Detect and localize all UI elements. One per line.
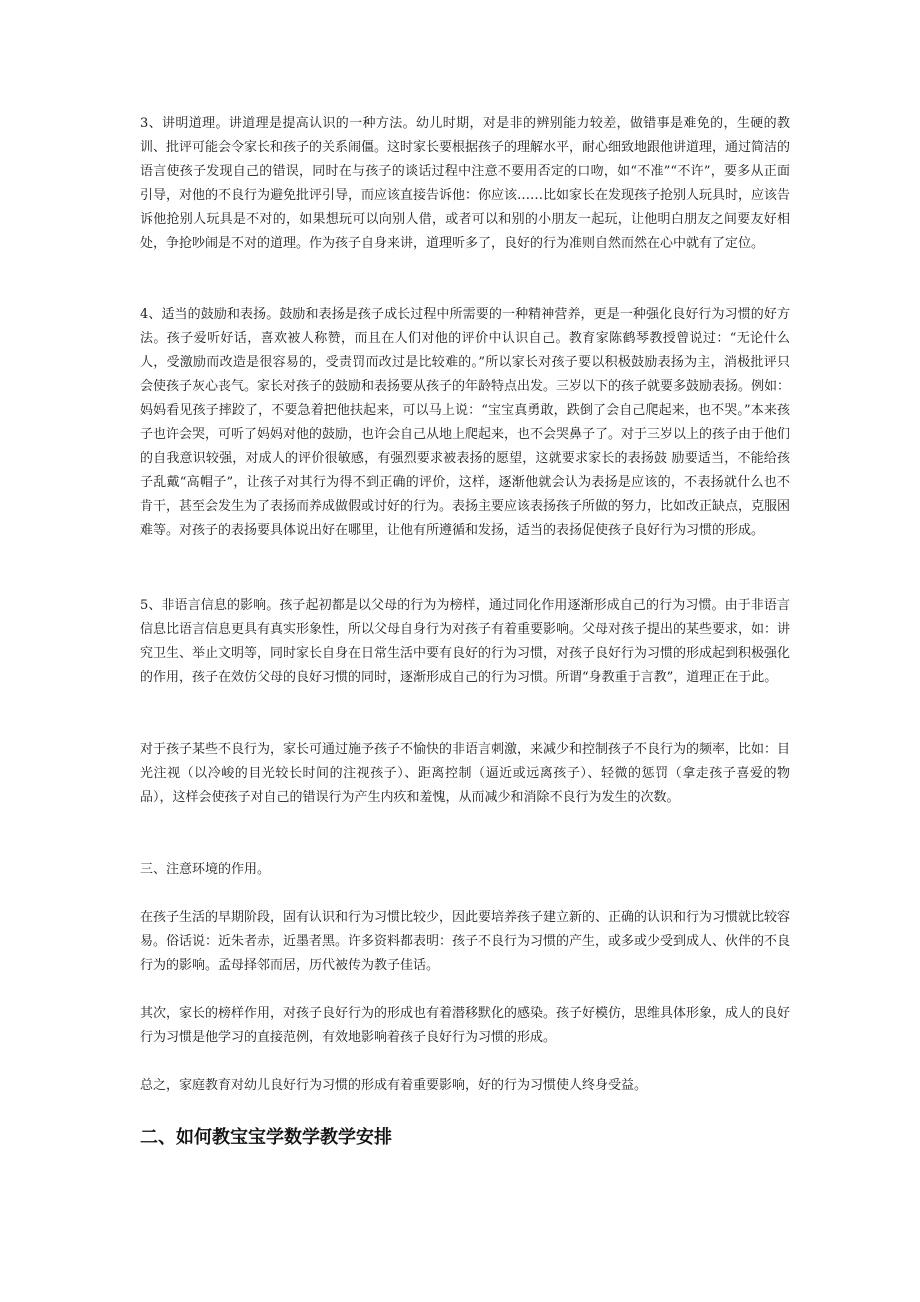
paragraph-bad-behavior: 对于孩子某些不良行为，家长可通过施予孩子不愉快的非语言刺激，来减少和控制孩子不良行为的频率，比如：目光注视（以冷峻的目光较长时间的注视孩子）、距离控制（逼近或远离孩子）、轻微的惩罚（拿走孩子喜爱的物品），这样会使孩子对自己的错误行为产生内疚和羞愧，从而减少和消除不良行为发生的次数。 — [140, 742, 791, 805]
paragraph-parent-role-model: 其次，家长的榜样作用，对孩子良好行为的形成也有着潜移默化的感染。孩子好模仿，思维具体形象，成人的良好行为习惯是他学习的直接范例，有效地影响着孩子良好行为习惯的形成。 — [140, 1006, 791, 1045]
section-heading: 二、如何教宝宝学数学教学安排 — [140, 1127, 392, 1148]
section-title-environment: 三、注意环境的作用。 — [140, 862, 271, 877]
paragraph-encouragement-praise: 4、适当的鼓励和表扬。鼓励和表扬是孩子成长过程中所需要的一种精神营养，更是一种强化良好行为习惯的好方法。孩子爱听好话，喜欢被人称赞，而且在人们对他的评价中认识自己。教育家陈鹤琴教授曾说过：“无论什么人，受激励而改造是很容易的，受责罚而改过是比较难的。”所以家长对孩子要以积极鼓励表扬为主，消极批评只会使孩子灰心丧气。家长对孩子的鼓励和表扬要从孩子的年龄特点出发。三岁以下的孩子就要多鼓励表扬。例如：妈妈看见孩子摔跤了，不要急着把他扶起来，可以马上说：“宝宝真勇敢，跌倒了会自己爬起来，也不哭。”本来孩子也许会哭，可听了妈妈对他的鼓励，也许会自己从地上爬起来，也不会哭鼻子了。对于三岁以上的孩子由于他们的自我意识较强，对成人的评价很敏感，有强烈要求被表扬的愿望，这就要求家长的表扬鼓 励要适当，不能给孩子乱戴“高帽子”，让孩子对其行为得不到正确的评价，这样，逐渐他就会认为表扬是应该的，不表扬就什么也不肯干，甚至会发生为了表扬而养成做假或讨好的行为。表扬主要应该表扬孩子所做的努力，比如改正缺点，克服困难等。对孩子的表扬要具体说出好在哪里，让他有所遵循和发扬，适当的表扬促使孩子良好行为习惯的形成。 — [140, 307, 791, 538]
paragraph-explain-reasoning: 3、讲明道理。讲道理是提高认识的一种方法。幼儿时期，对是非的辨别能力较差，做错事是难免的，生硬的教训、批评可能会令家长和孩子的关系闹僵。这时家长要根据孩子的理解水平，耐心细致地跟他讲道理，通过简洁的语言使孩子发现自己的错误，同时在与孩子的谈话过程中注意不要用否定的口吻，如“不准”“不许”，要多从正面引导，对他的不良行为避免批评引导，而应该直接告诉他：你应该……比如家长在发现孩子抢别人玩具时，应该告诉他抢别人玩具是不对的，如果想玩可以向别人借，或者可以和别的小朋友一起玩，让他明白朋友之间要友好相处，争抢吵闹是不对的道理。作为孩子自身来讲，道理听多了，良好的行为准则自然而然在心中就有了定位。 — [140, 116, 791, 251]
paragraph-nonverbal-influence: 5、非语言信息的影响。孩子起初都是以父母的行为为榜样，通过同化作用逐渐形成自己的行为习惯。由于非语言信息比语言信息更具有真实形象性，所以父母自身行为对孩子有着重要影响。父母对孩子提出的某些要求，如：讲究卫生、举止文明等，同时家长自身在日常生活中要有良好的行为习惯，对孩子良好行为习惯的形成起到积极强化的作用，孩子在效仿父母的良好习惯的同时，逐渐形成自己的行为习惯。所谓“身教重于言教”，道理正在于此。 — [140, 598, 791, 685]
paragraph-early-stage: 在孩子生活的早期阶段，固有认识和行为习惯比较少，因此要培养孩子建立新的、正确的认识和行为习惯就比较容易。俗话说：近朱者赤，近墨者黑。许多资料都表明：孩子不良行为习惯的产生，或多或少受到成人、伙伴的不良行为的影响。孟母择邻而居，历代被传为教子佳话。 — [140, 910, 791, 973]
paragraph-conclusion: 总之，家庭教育对幼儿良好行为习惯的形成有着重要影响，好的行为习惯使人终身受益。 — [140, 1078, 648, 1093]
